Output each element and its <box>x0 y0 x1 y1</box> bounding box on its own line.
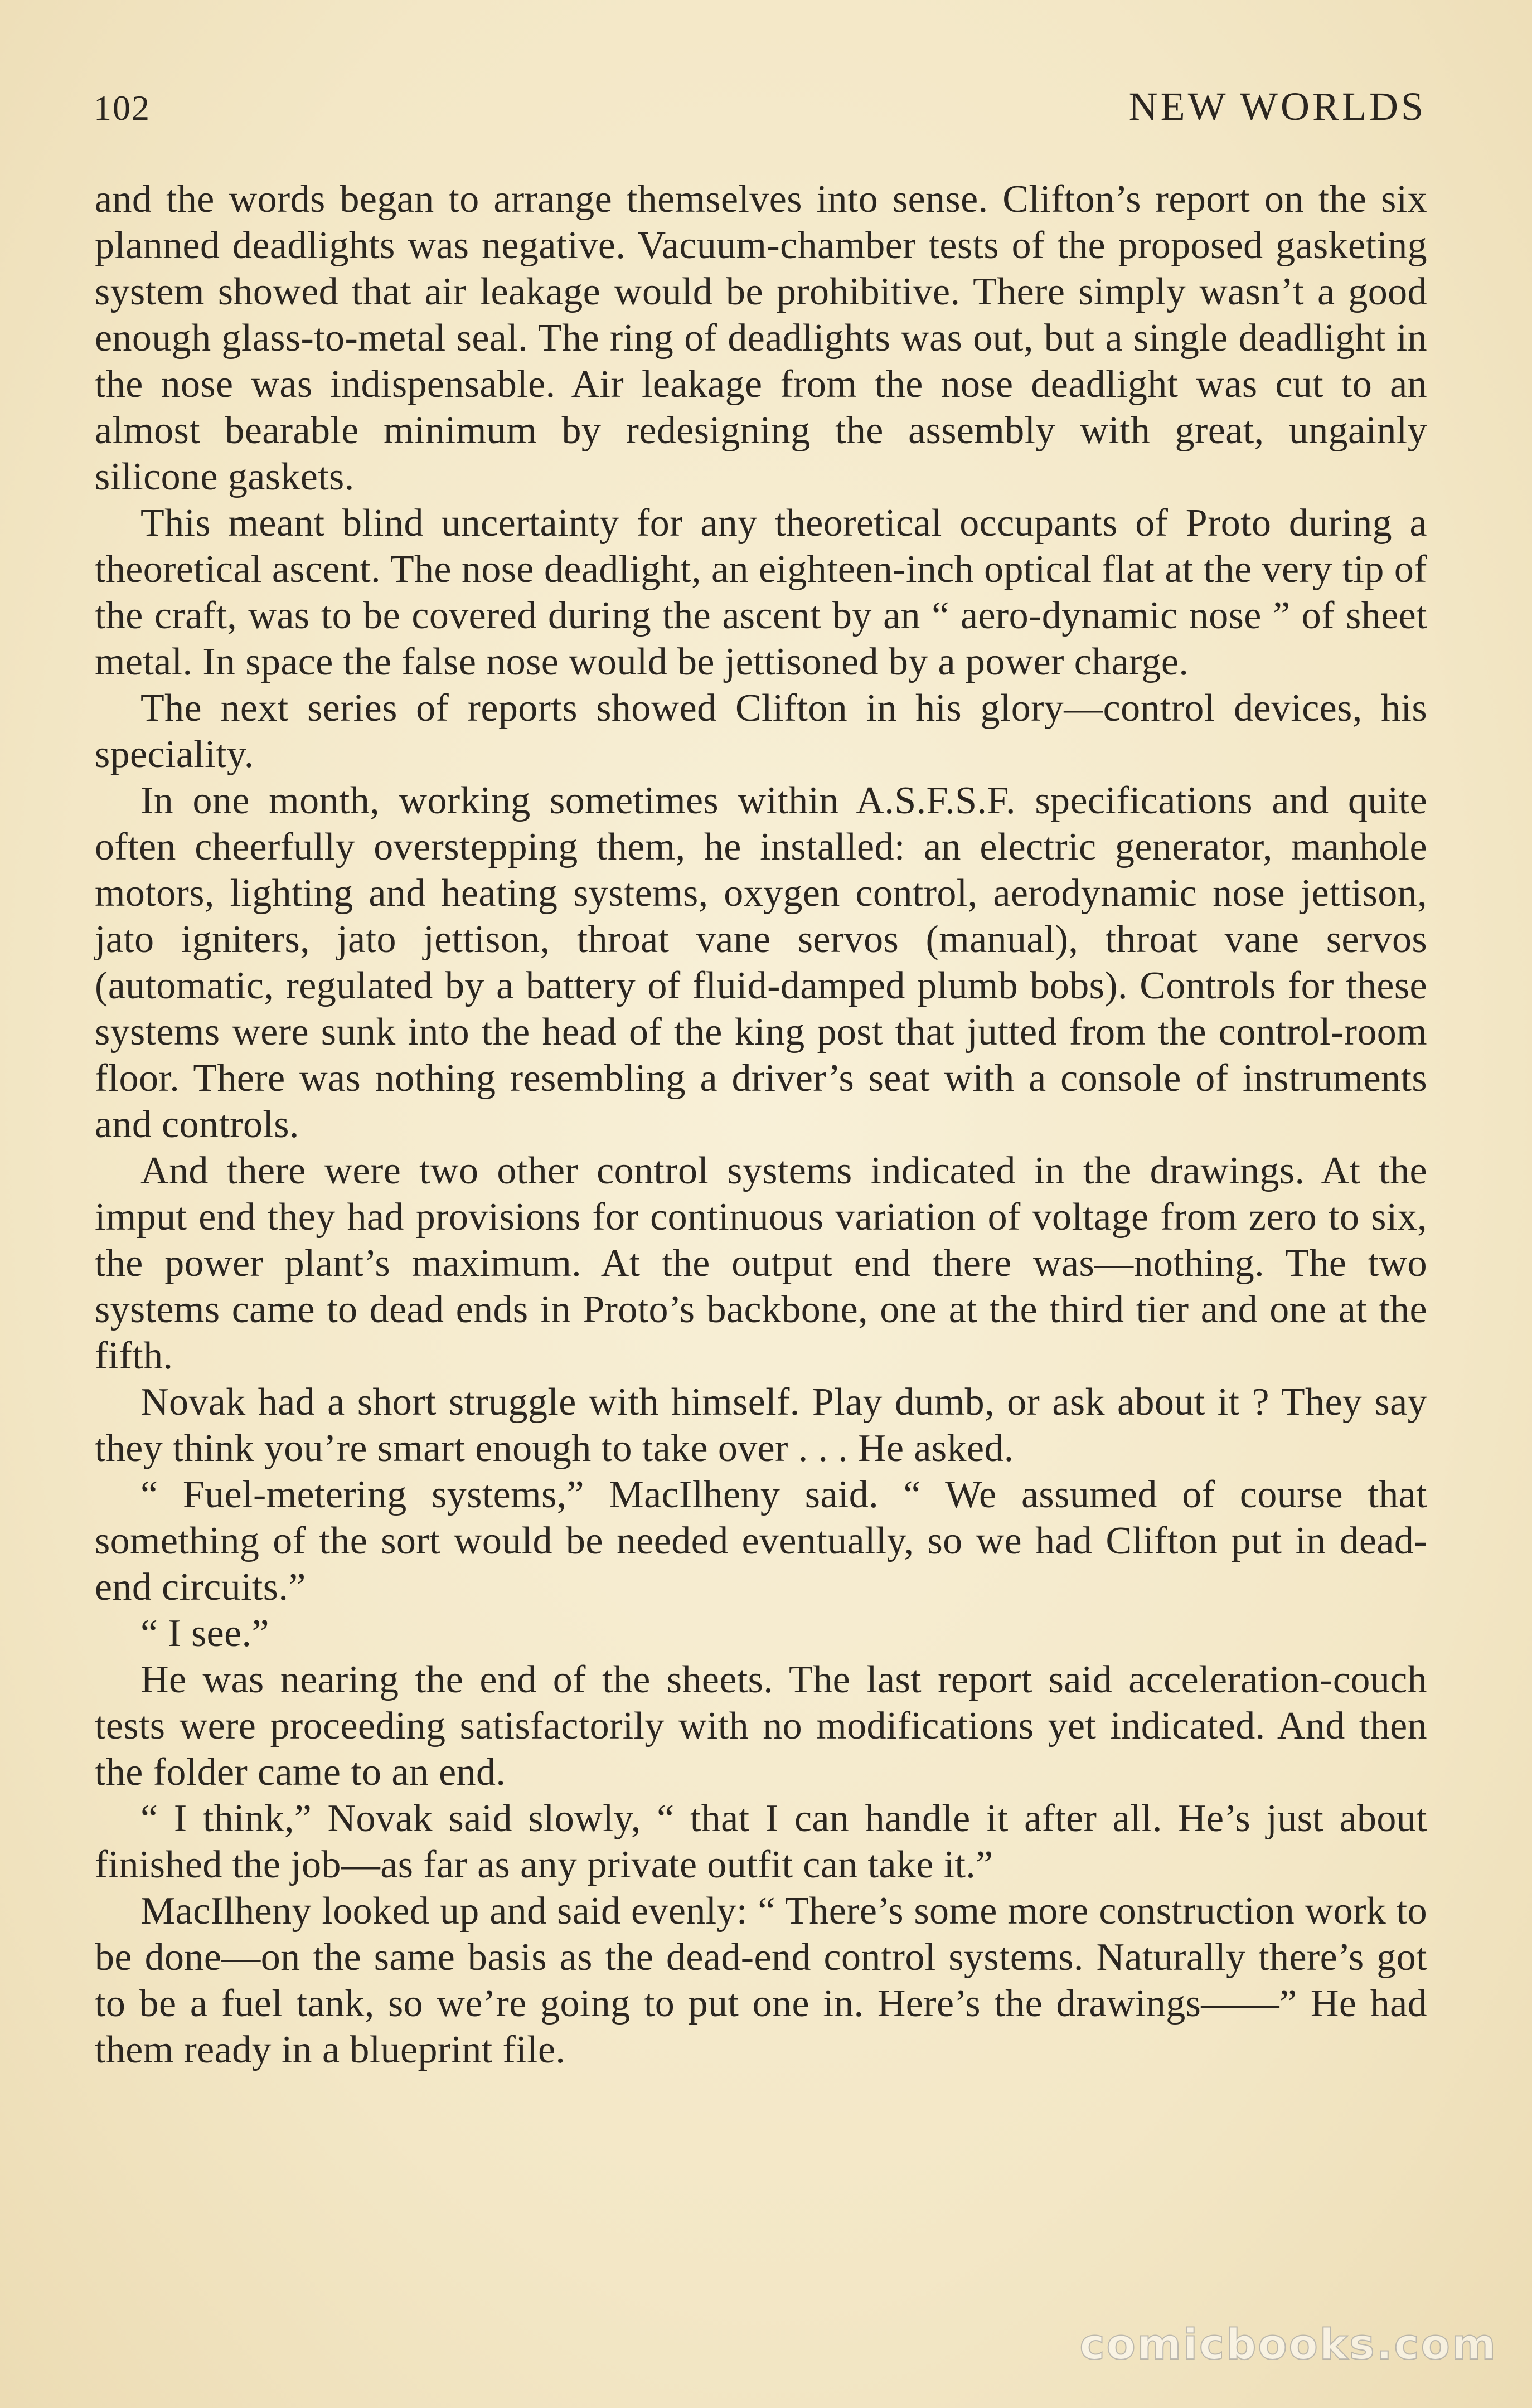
paragraph: In one month, working sometimes within A.S.F.S.F. specifications and quite often cheerfully overstepping them, he installed: an electric generator, manhole motors, lighting and heating systems, oxygen control, aerodynamic nose jettison, jato igniters, jato jettison, throat vane servos (manual), throat vane servos (automatic, regulated by a battery of fluid-damped plumb bobs). Controls for these systems were sunk into the head of the king post that jutted from the control-room floor. There was nothing resembling a driver’s seat with a console of instruments and controls. <box>95 779 1427 1146</box>
paragraph: He was nearing the end of the sheets. The last report said acceleration-couch tests were proceeding satisfactorily with no modifications yet indicated. And then the folder came to an end. <box>95 1658 1427 1794</box>
paragraph: “ Fuel-metering systems,” MacIlheny said. “ We assumed of course that something of the sort would be needed eventually, so we had Clifton put in dead-end circuits.” <box>95 1473 1427 1609</box>
paragraph: Novak had a short struggle with himself. Play dumb, or ask about it ? They say they think you’re smart enough to take over . . . He asked. <box>95 1381 1427 1470</box>
paragraph: MacIlheny looked up and said evenly: “ There’s some more construction work to be done—on the same basis as the dead-end control systems. Naturally there’s got to be a fuel tank, so we’re going to put one in. Here’s the drawings——” He had them ready in a blueprint file. <box>95 1890 1427 2071</box>
watermark: comicbooks.com <box>1079 2319 1497 2369</box>
page-number: 102 <box>94 88 151 128</box>
paragraph: This meant blind uncertainty for any theoretical occupants of Proto during a theoretical ascent. The nose deadlight, an eighteen-inch optical flat at the very tip of the craft, was to be covered during the ascent by an “ aero-dynamic nose ” of sheet metal. In space the false nose would be jettisoned by a power charge. <box>95 502 1427 683</box>
page-header <box>94 84 1426 139</box>
paragraph: And there were two other control systems indicated in the drawings. At the imput end they had provisions for continuous variation of voltage from zero to six, the power plant’s maximum. At the output end there was—nothing. The two systems came to dead ends in Proto’s backbone, one at the third tier and one at the fifth. <box>95 1149 1427 1377</box>
paragraph: “ I see.” <box>140 1612 269 1655</box>
body-text <box>95 176 1427 2073</box>
paragraph: The next series of reports showed Clifton in his glory—control devices, his speciality. <box>95 687 1427 776</box>
paragraph: “ I think,” Novak said slowly, “ that I can handle it after all. He’s just about finished the job—as far as any private outfit can take it.” <box>95 1797 1427 1886</box>
running-head: NEW WORLDS <box>1128 84 1426 129</box>
paragraph: and the words began to arrange themselves into sense. Clifton’s report on the six planned deadlights was negative. Vacuum-chamber tests of the proposed gasketing system showed that air leakage would be prohibitive. There simply wasn’t a good enough glass-to-metal seal. The ring of deadlights was out, but a single deadlight in the nose was indispensable. Air leakage from the nose deadlight was cut to an almost bearable minimum by redesigning the assembly with great, ungainly silicone gaskets. <box>95 178 1427 498</box>
